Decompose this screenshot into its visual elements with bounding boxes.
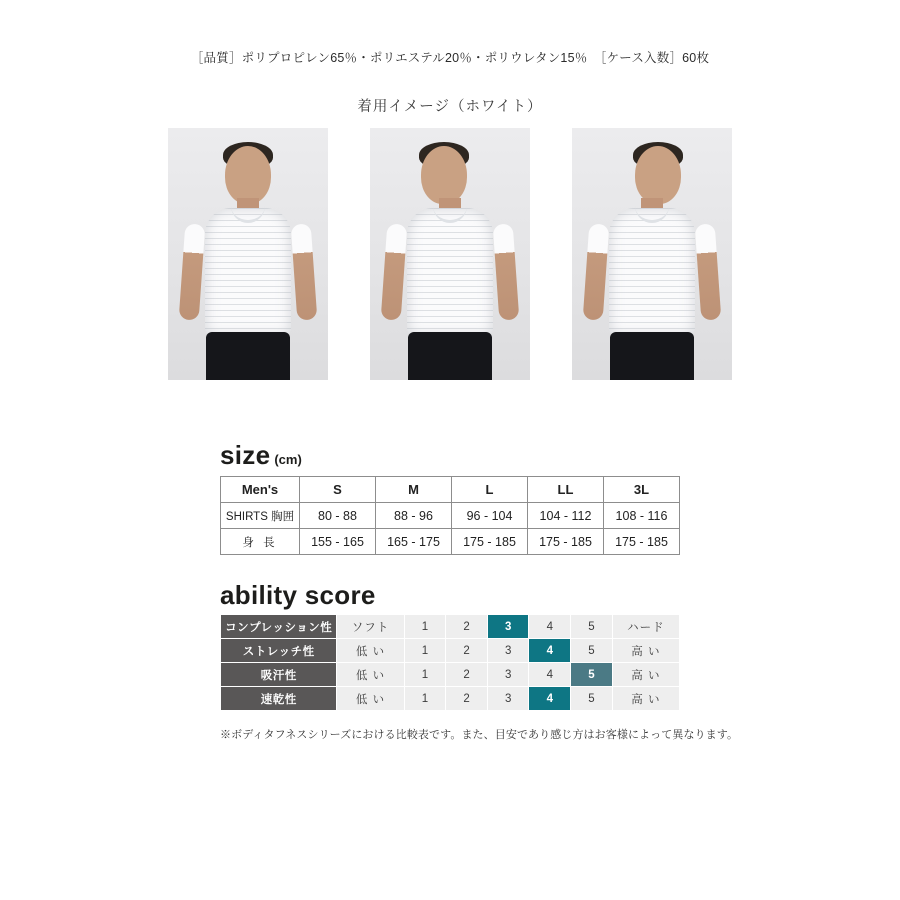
ability-row-label-quickdry: 速乾性 bbox=[221, 687, 336, 710]
model-figure bbox=[572, 128, 732, 380]
ability-score-cell: 4 bbox=[529, 615, 570, 638]
size-cell: 175 - 185 bbox=[604, 529, 680, 555]
wearing-photo bbox=[572, 128, 732, 380]
wearing-photo bbox=[168, 128, 328, 380]
wearing-image-caption: 着用イメージ（ホワイト） bbox=[357, 99, 543, 115]
size-table-header-row bbox=[221, 477, 680, 503]
ability-high-label: ハード bbox=[613, 615, 679, 638]
size-header-l: L bbox=[452, 477, 528, 503]
model-arm-left bbox=[179, 223, 206, 320]
model-head bbox=[635, 146, 681, 204]
table-row bbox=[221, 639, 679, 662]
size-cell: 104 - 112 bbox=[528, 503, 604, 529]
ability-score-cell: 1 bbox=[405, 639, 446, 662]
size-cell: 175 - 185 bbox=[452, 529, 528, 555]
ability-low-label: 低 い bbox=[337, 687, 403, 710]
ability-score-cell: 3 bbox=[488, 687, 529, 710]
table-row bbox=[221, 615, 679, 638]
ability-score-cell: 2 bbox=[446, 639, 487, 662]
size-cell: 108 - 116 bbox=[604, 503, 680, 529]
ability-row-label-stretch: ストレッチ性 bbox=[221, 639, 336, 662]
model-arm-left bbox=[381, 223, 408, 320]
model-figure bbox=[370, 128, 530, 380]
ability-score-cell: 5 bbox=[571, 639, 612, 662]
ability-score-cell: 5 bbox=[571, 687, 612, 710]
model-pants bbox=[610, 332, 694, 380]
ability-low-label: 低 い bbox=[337, 663, 403, 686]
size-header-m: M bbox=[376, 477, 452, 503]
ability-score-table bbox=[220, 614, 680, 711]
table-row bbox=[221, 529, 680, 555]
size-row-label-chest: SHIRTS 胸囲 bbox=[221, 503, 300, 529]
ability-score-cell-active: 5 bbox=[571, 663, 612, 686]
size-heading-text: size bbox=[220, 440, 271, 470]
table-row bbox=[221, 663, 679, 686]
model-shirt bbox=[609, 208, 695, 336]
ability-score-cell: 2 bbox=[446, 687, 487, 710]
wearing-photo bbox=[370, 128, 530, 380]
model-head bbox=[225, 146, 271, 204]
wearing-image-gallery bbox=[168, 128, 732, 380]
ability-score-cell: 1 bbox=[405, 663, 446, 686]
size-cell: 155 - 165 bbox=[300, 529, 376, 555]
size-table bbox=[220, 476, 680, 555]
ability-row-label-compression: コンプレッション性 bbox=[221, 615, 336, 638]
size-cell: 80 - 88 bbox=[300, 503, 376, 529]
model-arm-left bbox=[583, 223, 610, 320]
ability-score-cell: 5 bbox=[571, 615, 612, 638]
size-row-label-height: 身 長 bbox=[221, 529, 300, 555]
ability-score-cell: 3 bbox=[488, 663, 529, 686]
table-row bbox=[221, 503, 680, 529]
size-header-ll: LL bbox=[528, 477, 604, 503]
ability-footnote: ※ボディタフネスシリーズにおける比較表です。また、目安であり感じ方はお客様によって異なります。 bbox=[220, 729, 739, 741]
size-header-s: S bbox=[300, 477, 376, 503]
size-header-mens: Men's bbox=[221, 477, 300, 503]
material-info-line: ［品質］ポリプロピレン65％・ポリエステル20％・ポリウレタン15％ ［ケース入数］60枚 bbox=[190, 51, 710, 65]
size-cell: 96 - 104 bbox=[452, 503, 528, 529]
size-section-heading bbox=[220, 440, 302, 471]
size-cell: 175 - 185 bbox=[528, 529, 604, 555]
model-head bbox=[421, 146, 467, 204]
ability-score-cell-active: 4 bbox=[529, 687, 570, 710]
ability-score-cell: 1 bbox=[405, 615, 446, 638]
model-arm-right bbox=[493, 223, 520, 320]
ability-score-cell: 1 bbox=[405, 687, 446, 710]
ability-score-cell: 2 bbox=[446, 615, 487, 638]
ability-score-cell: 2 bbox=[446, 663, 487, 686]
ability-high-label: 高 い bbox=[613, 639, 679, 662]
ability-score-cell-active: 3 bbox=[488, 615, 529, 638]
size-cell: 88 - 96 bbox=[376, 503, 452, 529]
model-figure bbox=[168, 128, 328, 380]
model-shirt bbox=[407, 208, 493, 336]
model-shirt bbox=[205, 208, 291, 336]
ability-score-cell: 3 bbox=[488, 639, 529, 662]
size-heading-unit: (cm) bbox=[274, 452, 302, 467]
size-header-3l: 3L bbox=[604, 477, 680, 503]
table-row bbox=[221, 687, 679, 710]
ability-section-heading: ability score bbox=[220, 580, 376, 610]
model-pants bbox=[408, 332, 492, 380]
ability-low-label: 低 い bbox=[337, 639, 403, 662]
model-arm-right bbox=[291, 223, 318, 320]
ability-low-label: ソフト bbox=[337, 615, 403, 638]
ability-score-cell: 4 bbox=[529, 663, 570, 686]
model-arm-right bbox=[695, 223, 722, 320]
model-pants bbox=[206, 332, 290, 380]
ability-score-cell-active: 4 bbox=[529, 639, 570, 662]
size-cell: 165 - 175 bbox=[376, 529, 452, 555]
ability-high-label: 高 い bbox=[613, 687, 679, 710]
ability-row-label-absorption: 吸汗性 bbox=[221, 663, 336, 686]
ability-high-label: 高 い bbox=[613, 663, 679, 686]
